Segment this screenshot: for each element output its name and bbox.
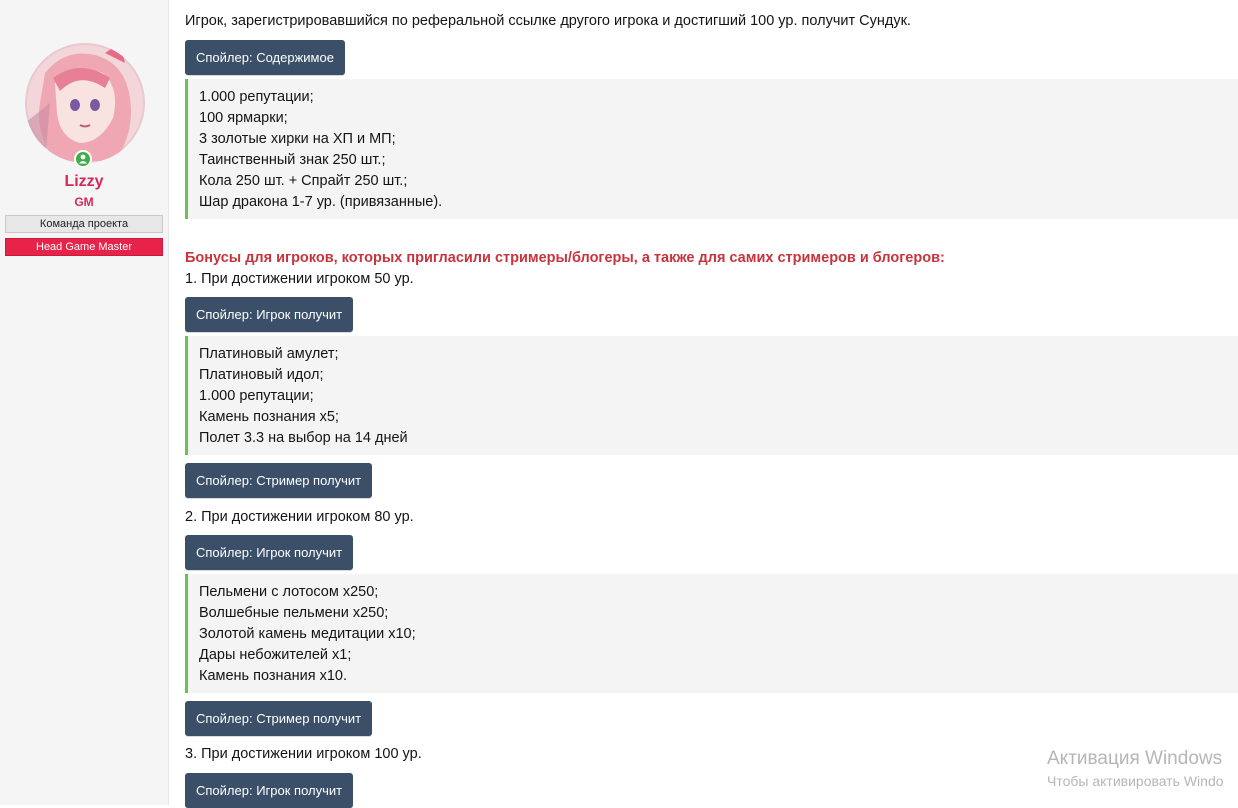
level-50-text: 1. При достижении игроком 50 ур. <box>185 271 414 287</box>
spoiler-contents-box <box>185 79 1238 219</box>
spoiler-player-gets-50-box <box>185 336 1238 455</box>
list-item: 1.000 репутации; <box>199 89 314 105</box>
bonus-heading: Бонусы для игроков, которых пригласили стримеры/блогеры, а также для самих стримеров и блогеров: <box>185 250 945 266</box>
list-item: Камень познания x5; <box>199 409 339 425</box>
spoiler-player-gets-80-box <box>185 574 1238 693</box>
spoiler-streamer-gets-80-button[interactable]: Спойлер: Стример получит <box>185 701 372 736</box>
list-item: 1.000 репутации; <box>199 388 314 404</box>
spoiler-player-gets-100-button[interactable]: Спойлер: Игрок получит <box>185 773 353 808</box>
list-item: Кола 250 шт. + Спрайт 250 шт.; <box>199 173 408 189</box>
list-item: Камень познания x10. <box>199 668 348 684</box>
spoiler-player-gets-50-button[interactable]: Спойлер: Игрок получит <box>185 297 353 332</box>
user-banner-team: Команда проекта <box>5 215 163 233</box>
user-sidebar <box>0 0 169 805</box>
list-item: Шар дракона 1-7 ур. (привязанные). <box>199 194 443 210</box>
avatar[interactable] <box>25 43 145 163</box>
list-item: 3 золотые хирки на ХП и МП; <box>199 131 396 147</box>
list-item: Волшебные пельмени x250; <box>199 605 389 621</box>
post-content <box>185 0 1238 805</box>
user-title: GM <box>74 195 94 209</box>
spoiler-streamer-gets-50-button[interactable]: Спойлер: Стример получит <box>185 463 372 498</box>
level-100-text: 3. При достижении игроком 100 ур. <box>185 746 422 762</box>
list-item: Дары небожителей x1; <box>199 647 352 663</box>
intro-text: Игрок, зарегистрировавшийся по реферальной ссылке другого игрока и достигший 100 ур. получит Сундук. <box>185 13 911 29</box>
windows-activation-hint: Чтобы активировать Windo <box>1047 773 1224 789</box>
online-status-icon <box>74 150 92 168</box>
username[interactable]: Lizzy <box>64 173 104 190</box>
spoiler-player-gets-80-button[interactable]: Спойлер: Игрок получит <box>185 535 353 570</box>
list-item: Платиновый амулет; <box>199 346 339 362</box>
list-item: 100 ярмарки; <box>199 110 288 126</box>
windows-activation-title: Активация Windows <box>1047 748 1223 769</box>
list-item: Золотой камень медитации x10; <box>199 626 416 642</box>
user-banner-head-gm: Head Game Master <box>5 238 163 256</box>
level-80-text: 2. При достижении игроком 80 ур. <box>185 509 414 525</box>
list-item: Пельмени с лотосом x250; <box>199 584 379 600</box>
list-item: Платиновый идол; <box>199 367 324 383</box>
list-item: Таинственный знак 250 шт.; <box>199 152 386 168</box>
spoiler-contents-button[interactable]: Спойлер: Содержимое <box>185 40 345 75</box>
list-item: Полет 3.3 на выбор на 14 дней <box>199 430 408 446</box>
